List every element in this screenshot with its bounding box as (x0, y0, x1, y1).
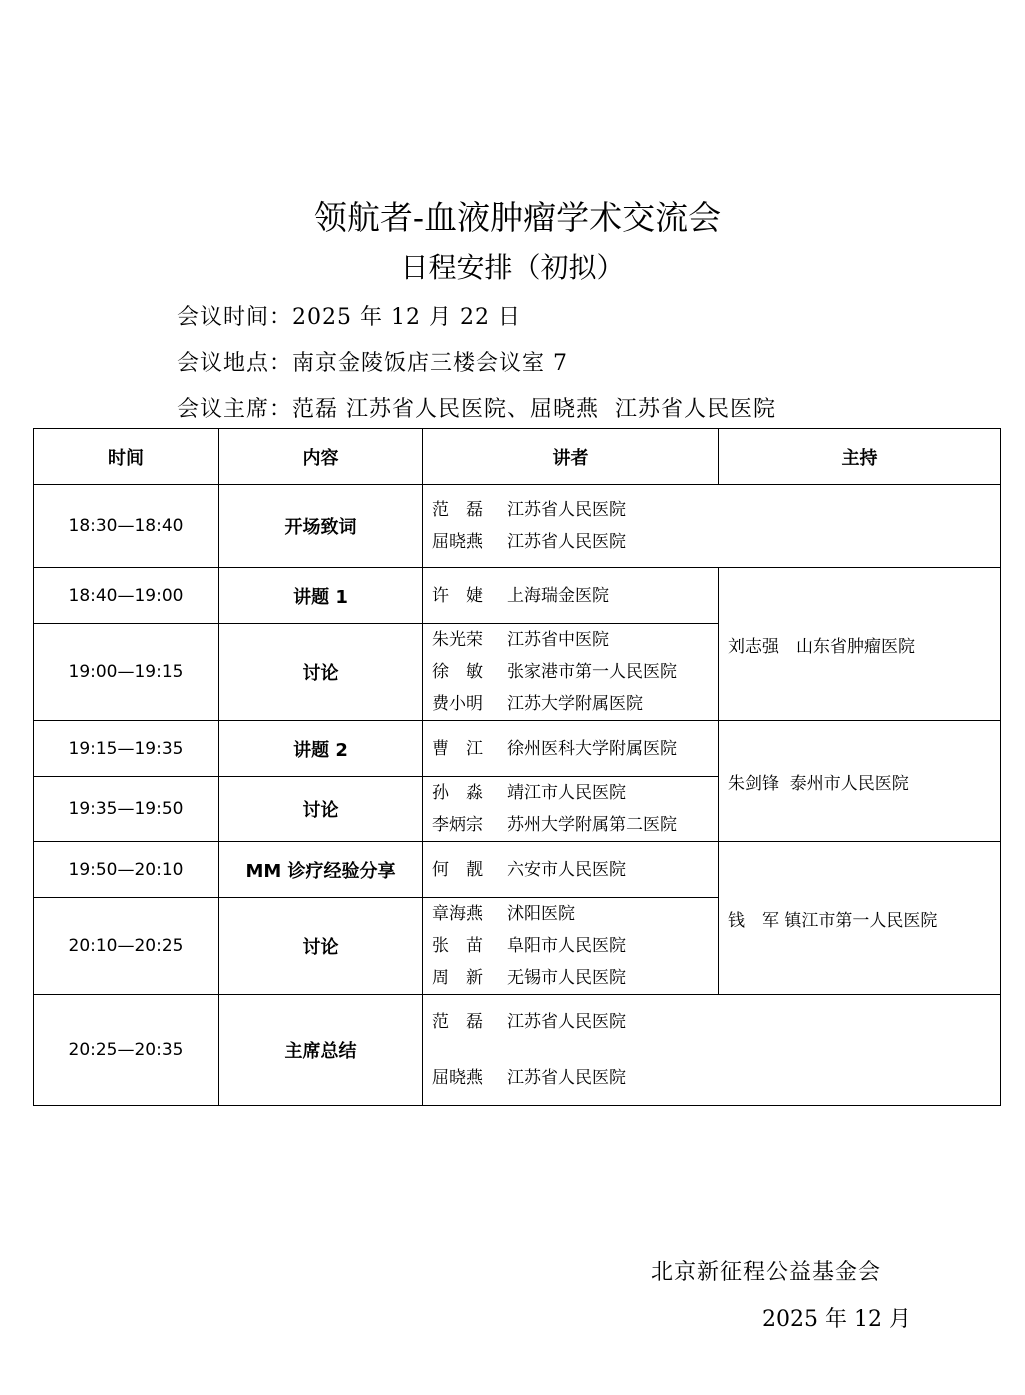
speaker-entry (432, 494, 1000, 526)
speaker-org: 六安市人民医院 (507, 859, 626, 880)
speaker-entry (432, 624, 718, 656)
speaker-org: 阜阳市人民医院 (507, 936, 626, 956)
header-speaker: 讲者 (423, 429, 719, 485)
speaker-name: 屈晓燕 (432, 1068, 483, 1088)
speaker-name: 费小明 (432, 694, 483, 714)
table-row (34, 995, 1001, 1106)
row-speakers (423, 624, 719, 721)
row-content: 讲题 1 (219, 568, 423, 624)
footer-organization: 北京新征程公益基金会 (651, 1260, 882, 1285)
speaker-entry (432, 962, 718, 994)
row-time: 18:40—19:00 (34, 568, 219, 624)
speaker-entry (432, 688, 718, 720)
table-row (34, 568, 1001, 624)
row-time: 19:00—19:15 (34, 624, 219, 721)
speaker-name: 屈晓燕 (432, 532, 483, 552)
row-speakers (423, 842, 719, 898)
table-header-row (34, 429, 1001, 485)
speaker-name: 朱光荣 (432, 630, 483, 650)
row-host (719, 842, 1001, 995)
row-speakers (423, 995, 1001, 1106)
host-name: 钱 军 镇江市第一人民医院 (728, 910, 938, 931)
speaker-org: 徐州医科大学附属医院 (507, 738, 677, 759)
speaker-name: 张 苗 (432, 936, 483, 956)
document-subtitle: 日程安排（初拟） (400, 251, 625, 284)
speaker-entry (432, 1006, 1000, 1038)
row-content: 讨论 (219, 898, 423, 995)
speaker-entry (432, 930, 718, 962)
row-time: 19:50—20:10 (34, 842, 219, 898)
speaker-org: 江苏省人民医院 (507, 500, 626, 520)
table-row (34, 842, 1001, 898)
row-content: 主席总结 (219, 995, 423, 1106)
speaker-entry (432, 526, 1000, 558)
speaker-entry (432, 656, 718, 688)
speaker-org: 江苏大学附属医院 (507, 694, 643, 714)
speaker-org: 沭阳医院 (507, 904, 575, 924)
footer-date: 2025 年 12 月 (762, 1307, 911, 1332)
speaker-entry (432, 809, 718, 841)
speaker-name: 周 新 (432, 968, 483, 988)
speaker-name: 许 婕 (432, 585, 483, 606)
row-host (719, 568, 1001, 721)
speaker-name: 章海燕 (432, 904, 483, 924)
speaker-org: 江苏省人民医院 (507, 1068, 626, 1088)
speaker-org: 江苏省人民医院 (507, 532, 626, 552)
speaker-org: 上海瑞金医院 (507, 585, 609, 606)
speaker-entry (432, 777, 718, 809)
row-speakers (423, 485, 1001, 568)
meeting-location: 会议地点：南京金陵饭店三楼会议室 7 (177, 351, 568, 376)
speaker-name: 范 磊 (432, 1012, 483, 1032)
row-time: 20:10—20:25 (34, 898, 219, 995)
speaker-org: 苏州大学附属第二医院 (507, 815, 677, 835)
speaker-org: 无锡市人民医院 (507, 968, 626, 988)
row-content: 讲题 2 (219, 721, 423, 777)
document-title: 领航者-血液肿瘤学术交流会 (313, 198, 722, 237)
row-speakers (423, 898, 719, 995)
row-content: 讨论 (219, 624, 423, 721)
row-time: 19:35—19:50 (34, 777, 219, 842)
speaker-entry (432, 580, 718, 612)
speaker-name: 孙 淼 (432, 783, 483, 803)
row-time: 18:30—18:40 (34, 485, 219, 568)
table-row (34, 485, 1001, 568)
speaker-name: 李炳宗 (432, 815, 483, 835)
speaker-org: 张家港市第一人民医院 (507, 662, 677, 682)
header-time: 时间 (34, 429, 219, 485)
row-speakers (423, 721, 719, 777)
speaker-entry (432, 1062, 1000, 1094)
speaker-entry (432, 854, 718, 886)
row-time: 19:15—19:35 (34, 721, 219, 777)
speaker-name: 徐 敏 (432, 662, 483, 682)
header-host: 主持 (719, 429, 1001, 485)
speaker-name: 曹 江 (432, 738, 483, 759)
row-speakers (423, 777, 719, 842)
row-content: MM 诊疗经验分享 (219, 842, 423, 898)
speaker-entry (432, 898, 718, 930)
host-name: 朱剑锋 泰州市人民医院 (728, 773, 909, 794)
speaker-name: 范 磊 (432, 500, 483, 520)
meeting-time: 会议时间：2025 年 12 月 22 日 (177, 305, 521, 330)
speaker-org: 江苏省中医院 (507, 630, 609, 650)
row-time: 20:25—20:35 (34, 995, 219, 1106)
speaker-name: 何 靓 (432, 859, 483, 880)
table-row (34, 721, 1001, 777)
meeting-chair: 会议主席：范磊 江苏省人民医院、屈晓燕 江苏省人民医院 (177, 397, 776, 422)
speaker-entry (432, 733, 718, 765)
row-content: 开场致词 (219, 485, 423, 568)
host-name: 刘志强 山东省肿瘤医院 (728, 636, 915, 657)
speaker-org: 靖江市人民医院 (507, 783, 626, 803)
row-host (719, 721, 1001, 842)
speaker-org: 江苏省人民医院 (507, 1012, 626, 1032)
row-speakers (423, 568, 719, 624)
row-content: 讨论 (219, 777, 423, 842)
header-content: 内容 (219, 429, 423, 485)
schedule-table (33, 428, 1001, 1106)
